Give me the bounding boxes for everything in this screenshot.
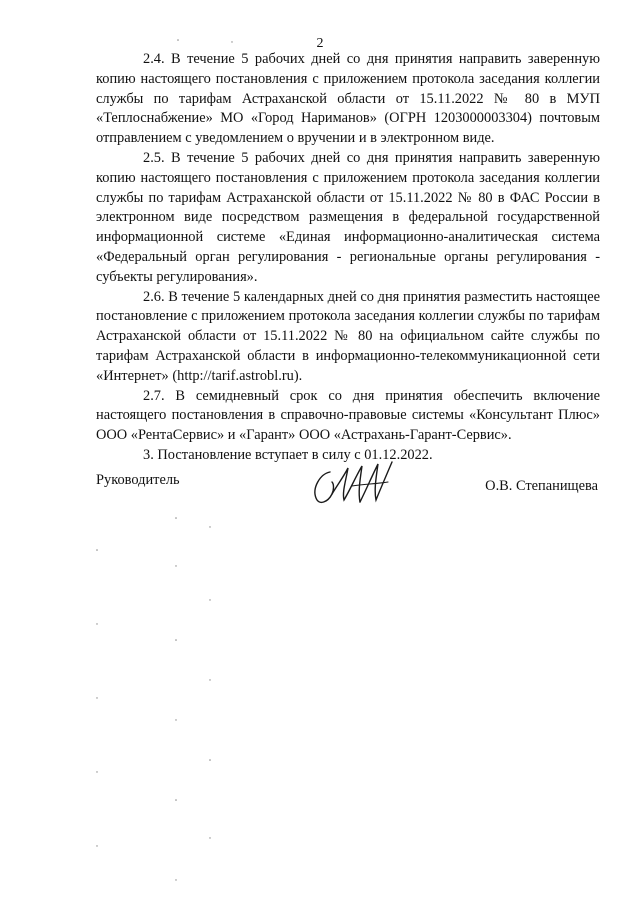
paragraph-2-5: 2.5. В течение 5 рабочих дней со дня принятия направить заверенную копию настоящего постановления с приложением протокола заседания коллегии службы по тарифам Астраханской области от 15.11.2022 № 80 в ФАС России в электронном виде посредством размещения в федеральной государственной информационной системе «Единая информационно-аналитическая система «Федеральный орган регулирования - региональные органы регулирования - субъекты регулирования». xyxy=(96,149,600,285)
paragraph-2-4: 2.4. В течение 5 рабочих дней со дня принятия направить заверенную копию настоящего постановления с приложением протокола заседания коллегии службы по тарифам Астраханской области от 15.11.2022 № 80 в МУП «Теплоснабжение» МО «Город Нариманов» (ОГРН 1203000003304) почтовым отправлением с уведомлением о вручении и в электронном виде. xyxy=(96,51,600,147)
paragraph-2-6: 2.6. В течение 5 календарных дней со дня принятия разместить настоящее постановление с приложением протокола заседания коллегии службы по тарифам Астраханской области от 15.11.2022 № 80 на официальном сайте службы по тарифам Астраханской области в информационно-телекоммуникационной сети «Интернет» (http://tarif.astrobl.ru). xyxy=(96,288,600,384)
page-number: 2 xyxy=(316,36,324,51)
paragraph-2-7: 2.7. В семидневный срок со дня принятия обеспечить включение настоящего постановления в справочно-правовые системы «Консультант Плюс» ООО «РентаСервис» и «Гарант» ООО «Астрахань-Гарант-Сервис». xyxy=(96,387,600,444)
signer-name: О.В. Степанищева xyxy=(485,478,598,494)
signer-title: Руководитель xyxy=(96,472,180,488)
paragraph-3: 3. Постановление вступает в силу с 01.12.2022. xyxy=(143,446,433,463)
